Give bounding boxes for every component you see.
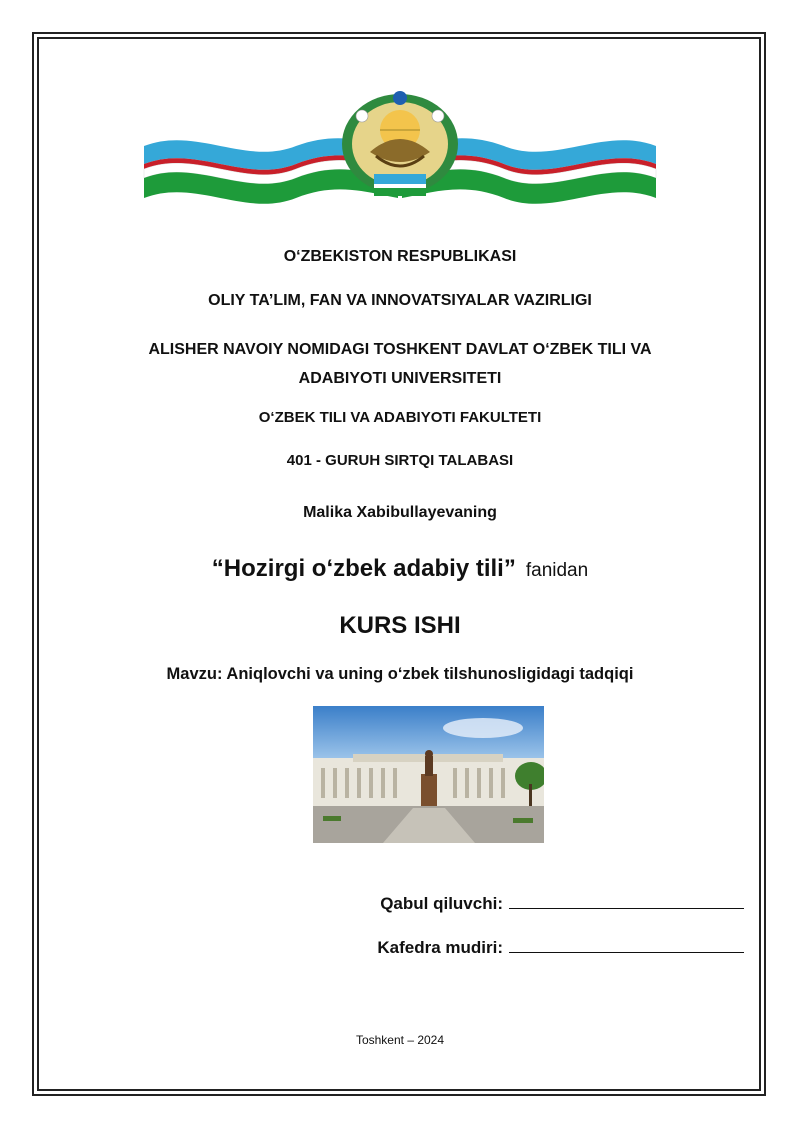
course-suffix: fanidan [525, 560, 589, 581]
university-title [0, 335, 800, 393]
head-label: Kafedra mudiri: [377, 938, 503, 957]
head-signature [300, 937, 744, 958]
faculty-title: O‘ZBEK TILI VA ADABIYOTI FAKULTETI [258, 409, 542, 426]
state-emblem-icon [136, 86, 664, 226]
receiver-label: Qabul qiluvchi: [380, 894, 503, 913]
document-type: KURS ISHI [339, 612, 461, 639]
university-title-line2: ADABIYOTI UNIVERSITETI [298, 370, 502, 387]
university-photo [313, 706, 544, 843]
head-signature-field [509, 937, 744, 953]
topic: Mavzu: Aniqlovchi va uning o‘zbek tilshunosligidagi tadqiqi [166, 665, 634, 683]
university-title-line1: ALISHER NAVOIY NOMIDAGI TOSHKENT DAVLAT O‘ZBEK TILI VA [148, 341, 652, 358]
ministry-title: OLIY TA’LIM, FAN VA INNOVATSIYALAR VAZIRLIGI [208, 292, 592, 309]
city-year: Toshkent – 2024 [355, 1033, 445, 1047]
receiver-signature [300, 893, 744, 914]
country-title: O‘ZBEKISTON RESPUBLIKASI [283, 248, 517, 265]
group-title: 401 - GURUH SIRTQI TALABASI [286, 452, 514, 469]
course-line [0, 555, 800, 583]
student-name: Malika Xabibullayevaning [303, 504, 497, 521]
receiver-signature-field [509, 893, 744, 909]
course-subject: “Hozirgi o‘zbek adabiy tili” [211, 555, 516, 582]
